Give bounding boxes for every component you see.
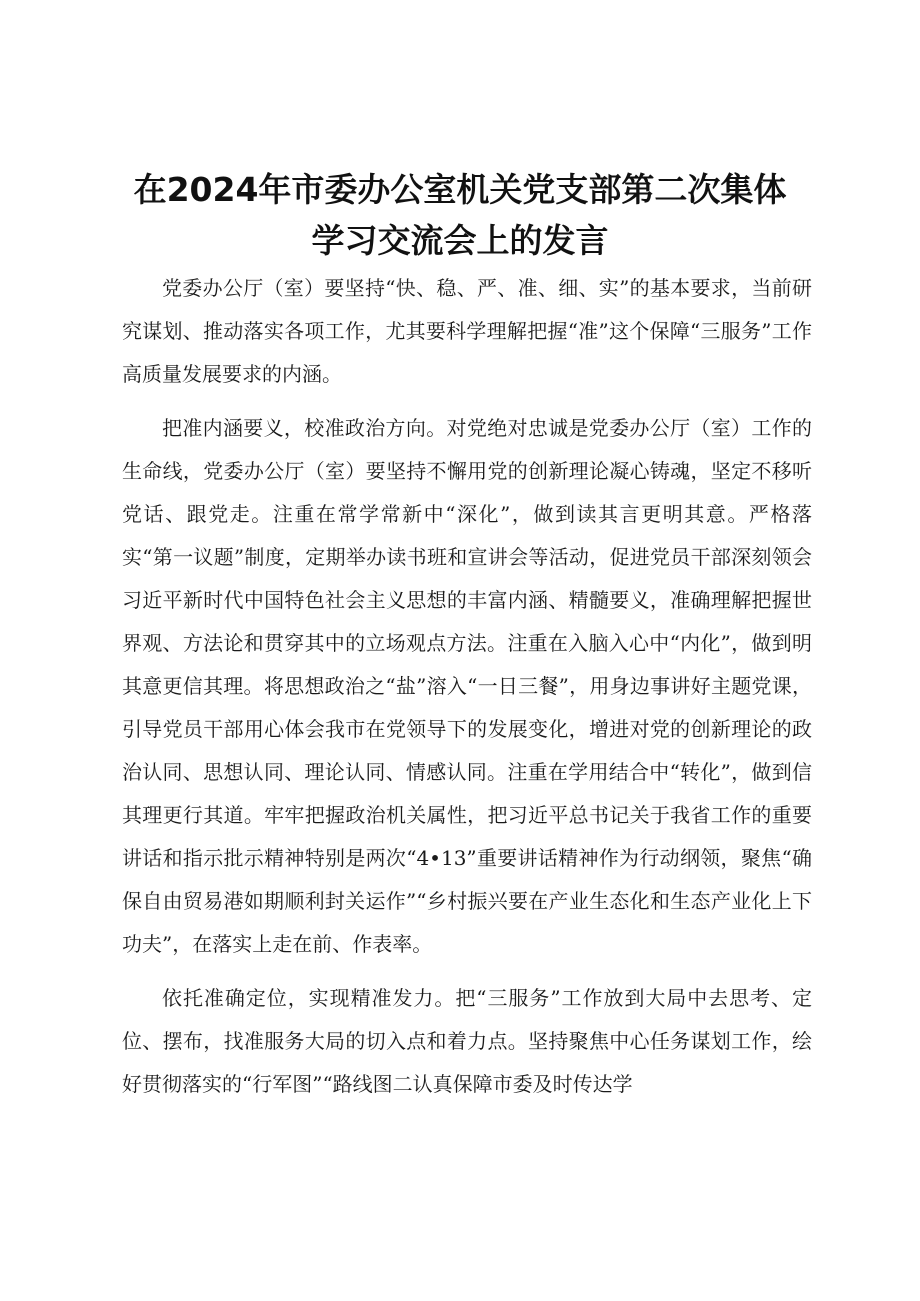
document-title-line-1: 在2024年市委办公室机关党支部第二次集体 <box>133 170 787 209</box>
document-body <box>122 267 812 1106</box>
paragraph-precise-positioning: 依托准确定位，实现精准发力。把“三服务”工作放到大局中去思考、定位、摆布，找准服务大局的切入点和着力点。坚持聚焦中心任务谋划工作，绘好贯彻落实的“行军图”“路线图二认真保障市委及时传达学 <box>122 986 812 1096</box>
paragraph-intro: 党委办公厅（室）要坚持“快、稳、严、准、细、实”的基本要求，当前研究谋划、推动落实各项工作，尤其要科学理解把握“准”这个保障“三服务”工作高质量发展要求的内涵。 <box>122 276 812 386</box>
document-title-line-2: 学习交流会上的发言 <box>311 221 609 260</box>
paragraph-political-direction: 把准内涵要义，校准政治方向。对党绝对忠诚是党委办公厅（室）工作的生命线，党委办公厅（室）要坚持不懈用党的创新理论凝心铸魂，坚定不移听党话、跟党走。注重在常学常新中“深化”，做到读其言更明其意。严格落实“第一议题”制度，定期举办读书班和宣讲会等活动，促进党员干部深刻领会习近平新时代中国特色社会主义思想的丰富内涵、精髓要义，准确理解把握世界观、方法论和贯穿其中的立场观点方法。注重在入脑入心中“内化”，做到明其意更信其理。将思想政治之“盐”溶入“一日三餐”，用身边事讲好主题党课，引导党员干部用心体会我市在党领导下的发展变化，增进对党的创新理论的政治认同、思想认同、理论认同、情感认同。注重在学用结合中“转化”，做到信其理更行其道。牢牢把握政治机关属性，把习近平总书记关于我省工作的重要讲话和指示批示精神特别是两次“4•13”重要讲话精神作为行动纲领，聚焦“确保自由贸易港如期顺利封关运作”“乡村振兴要在产业生态化和生态产业化上下功夫”，在落实上走在前、作表率。 <box>122 416 812 956</box>
